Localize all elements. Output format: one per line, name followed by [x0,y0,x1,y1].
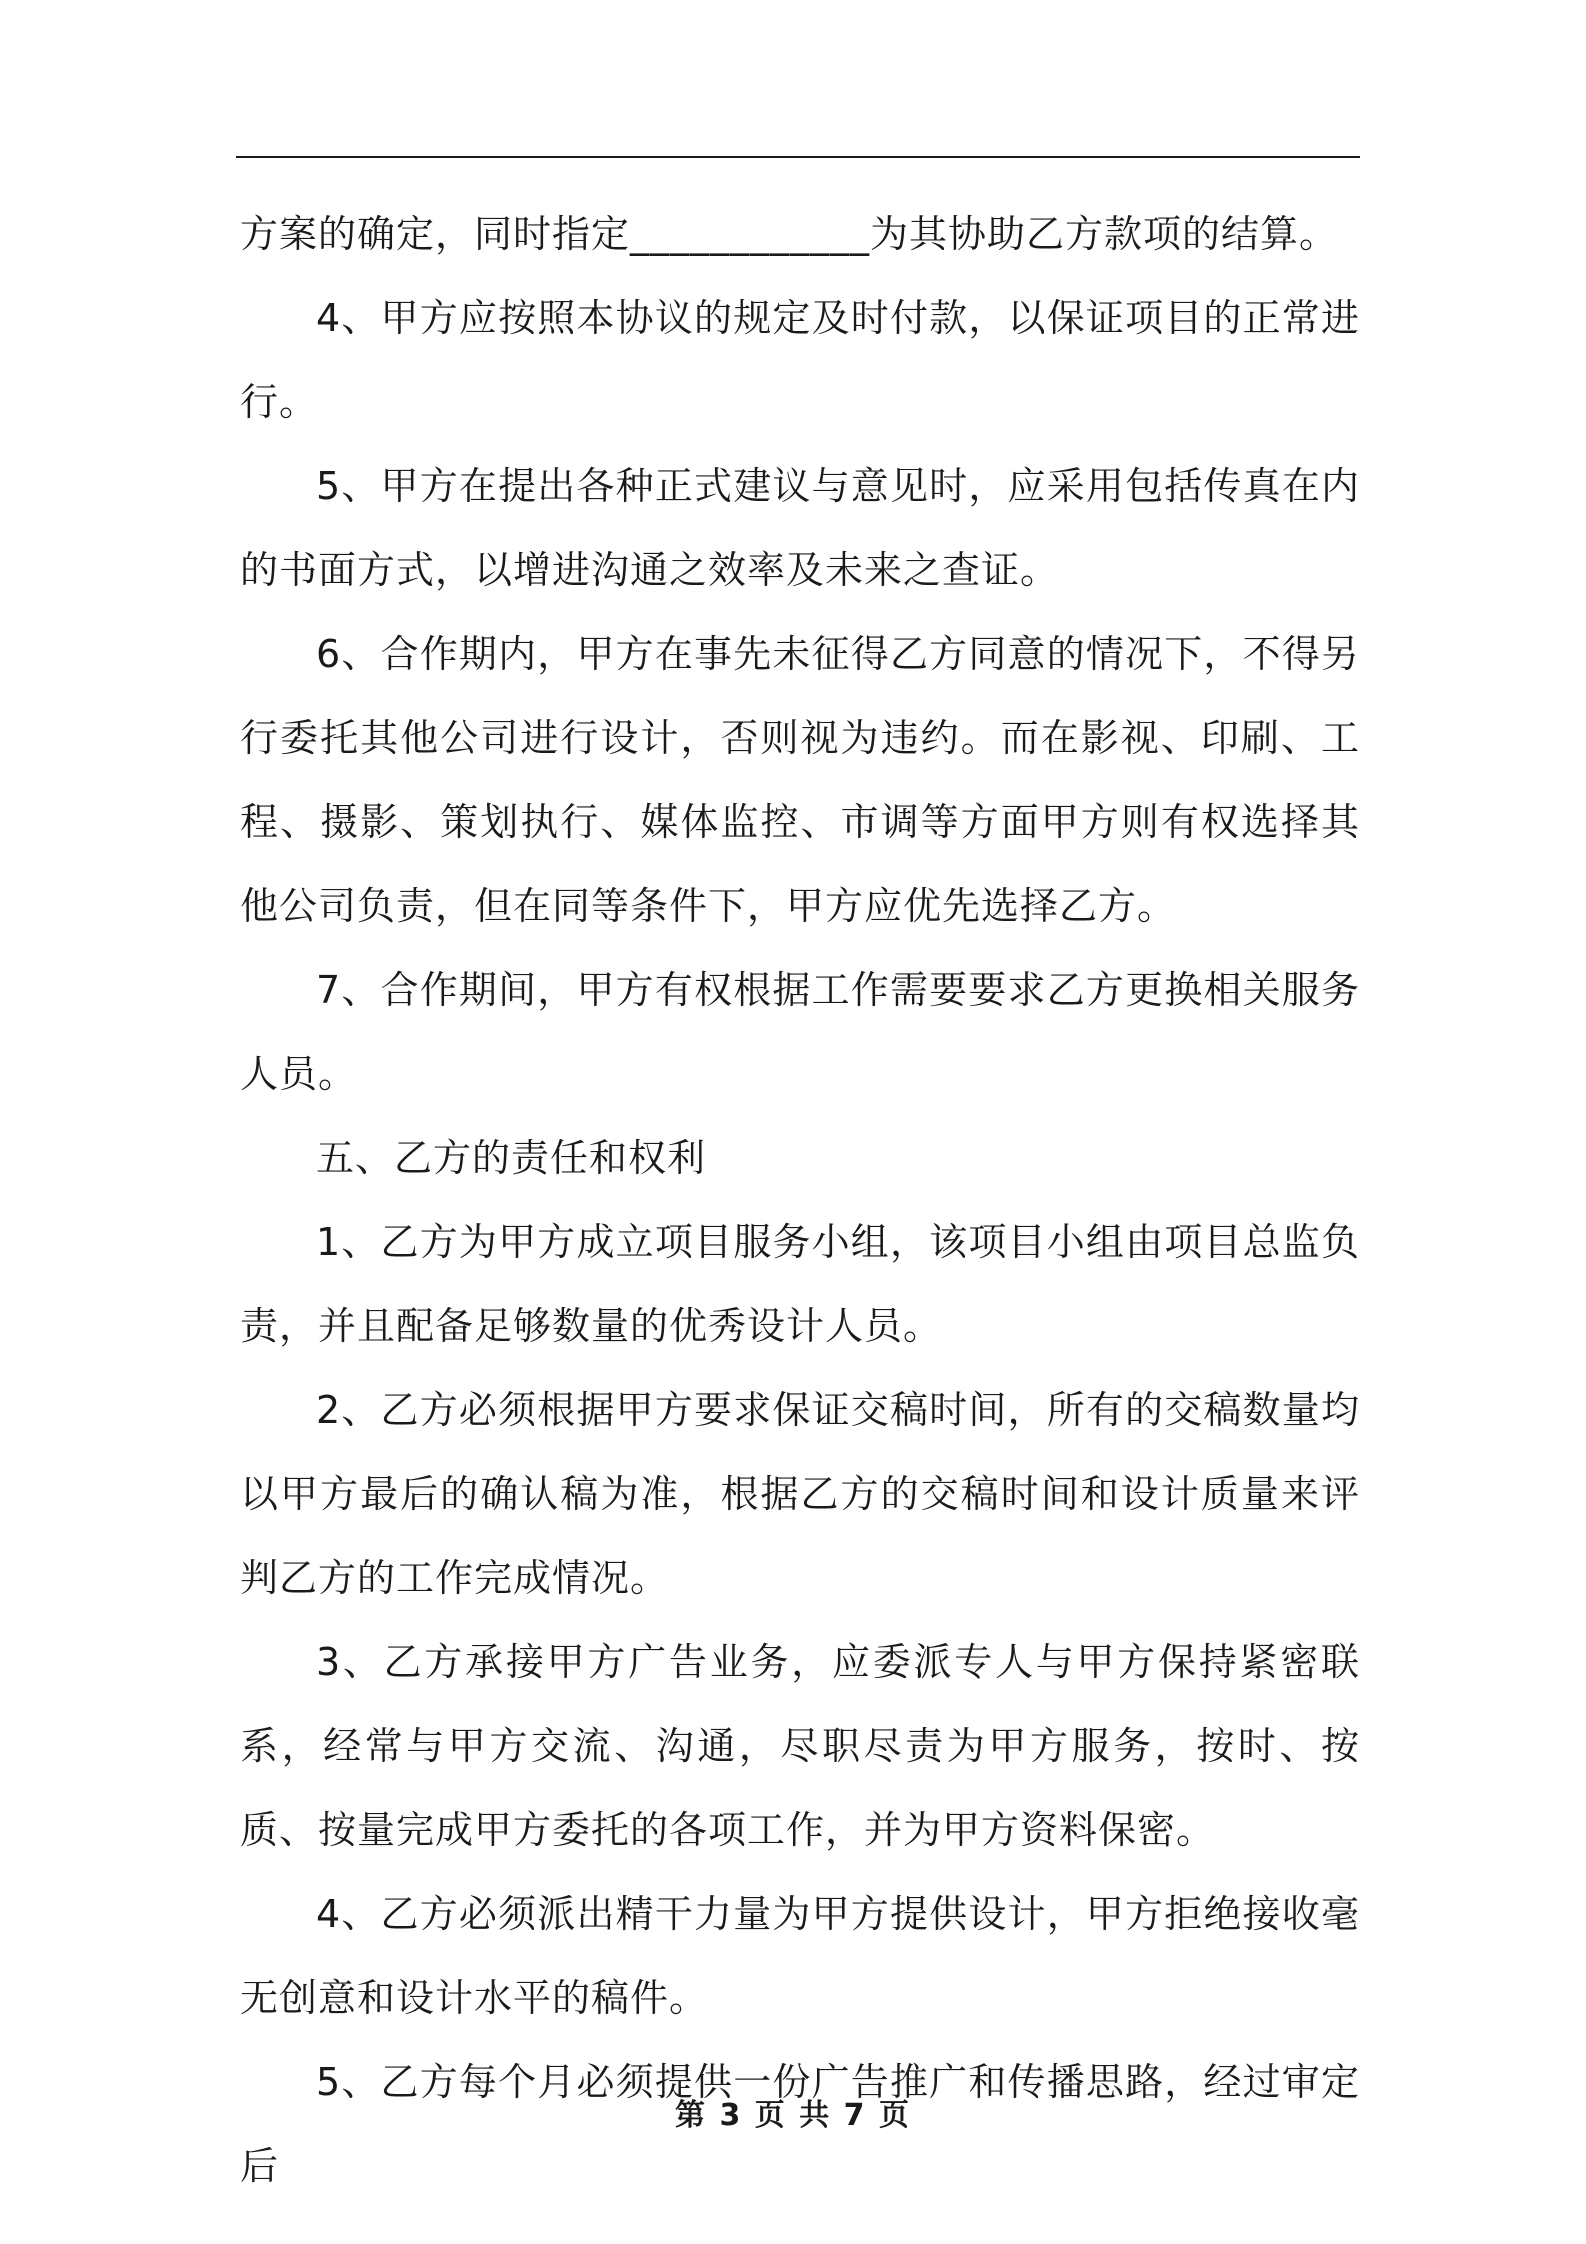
page-number: 第 3 页 共 7 页 [675,2098,911,2133]
paragraph: 6、合作期内，甲方在事先未征得乙方同意的情况下，不得另行委托其他公司进行设计，否则视为违约。而在影视、印刷、工程、摄影、策划执行、媒体监控、市调等方面甲方则有权选择其他公司负责，但在同等条件下，甲方应优先选择乙方。 [240,632,1360,928]
paragraph: 5、甲方在提出各种正式建议与意见时，应采用包括传真在内的书面方式，以增进沟通之效率及未来之查证。 [240,464,1360,592]
body-text [240,192,1360,2208]
paragraph: 方案的确定，同时指定____________为其协助乙方款项的结算。 [240,212,1339,256]
paragraph: 1、乙方为甲方成立项目服务小组，该项目小组由项目总监负责，并且配备足够数量的优秀设计人员。 [240,1220,1360,1348]
header-rule [236,156,1360,158]
paragraph: 7、合作期间，甲方有权根据工作需要要求乙方更换相关服务人员。 [240,968,1360,1096]
section-heading: 五、乙方的责任和权利 [316,1136,707,1180]
paragraph: 5、乙方每个月必须提供一份广告推广和传播思路，经过审定后 [240,2060,1360,2188]
paragraph: 4、甲方应按照本协议的规定及时付款，以保证项目的正常进行。 [240,296,1360,424]
paragraph: 3、乙方承接甲方广告业务，应委派专人与甲方保持紧密联系，经常与甲方交流、沟通，尽职尽责为甲方服务，按时、按质、按量完成甲方委托的各项工作，并为甲方资料保密。 [240,1640,1360,1852]
paragraph: 2、乙方必须根据甲方要求保证交稿时间，所有的交稿数量均以甲方最后的确认稿为准，根据乙方的交稿时间和设计质量来评判乙方的工作完成情况。 [240,1388,1360,1600]
paragraph: 4、乙方必须派出精干力量为甲方提供设计，甲方拒绝接收毫无创意和设计水平的稿件。 [240,1892,1360,2020]
